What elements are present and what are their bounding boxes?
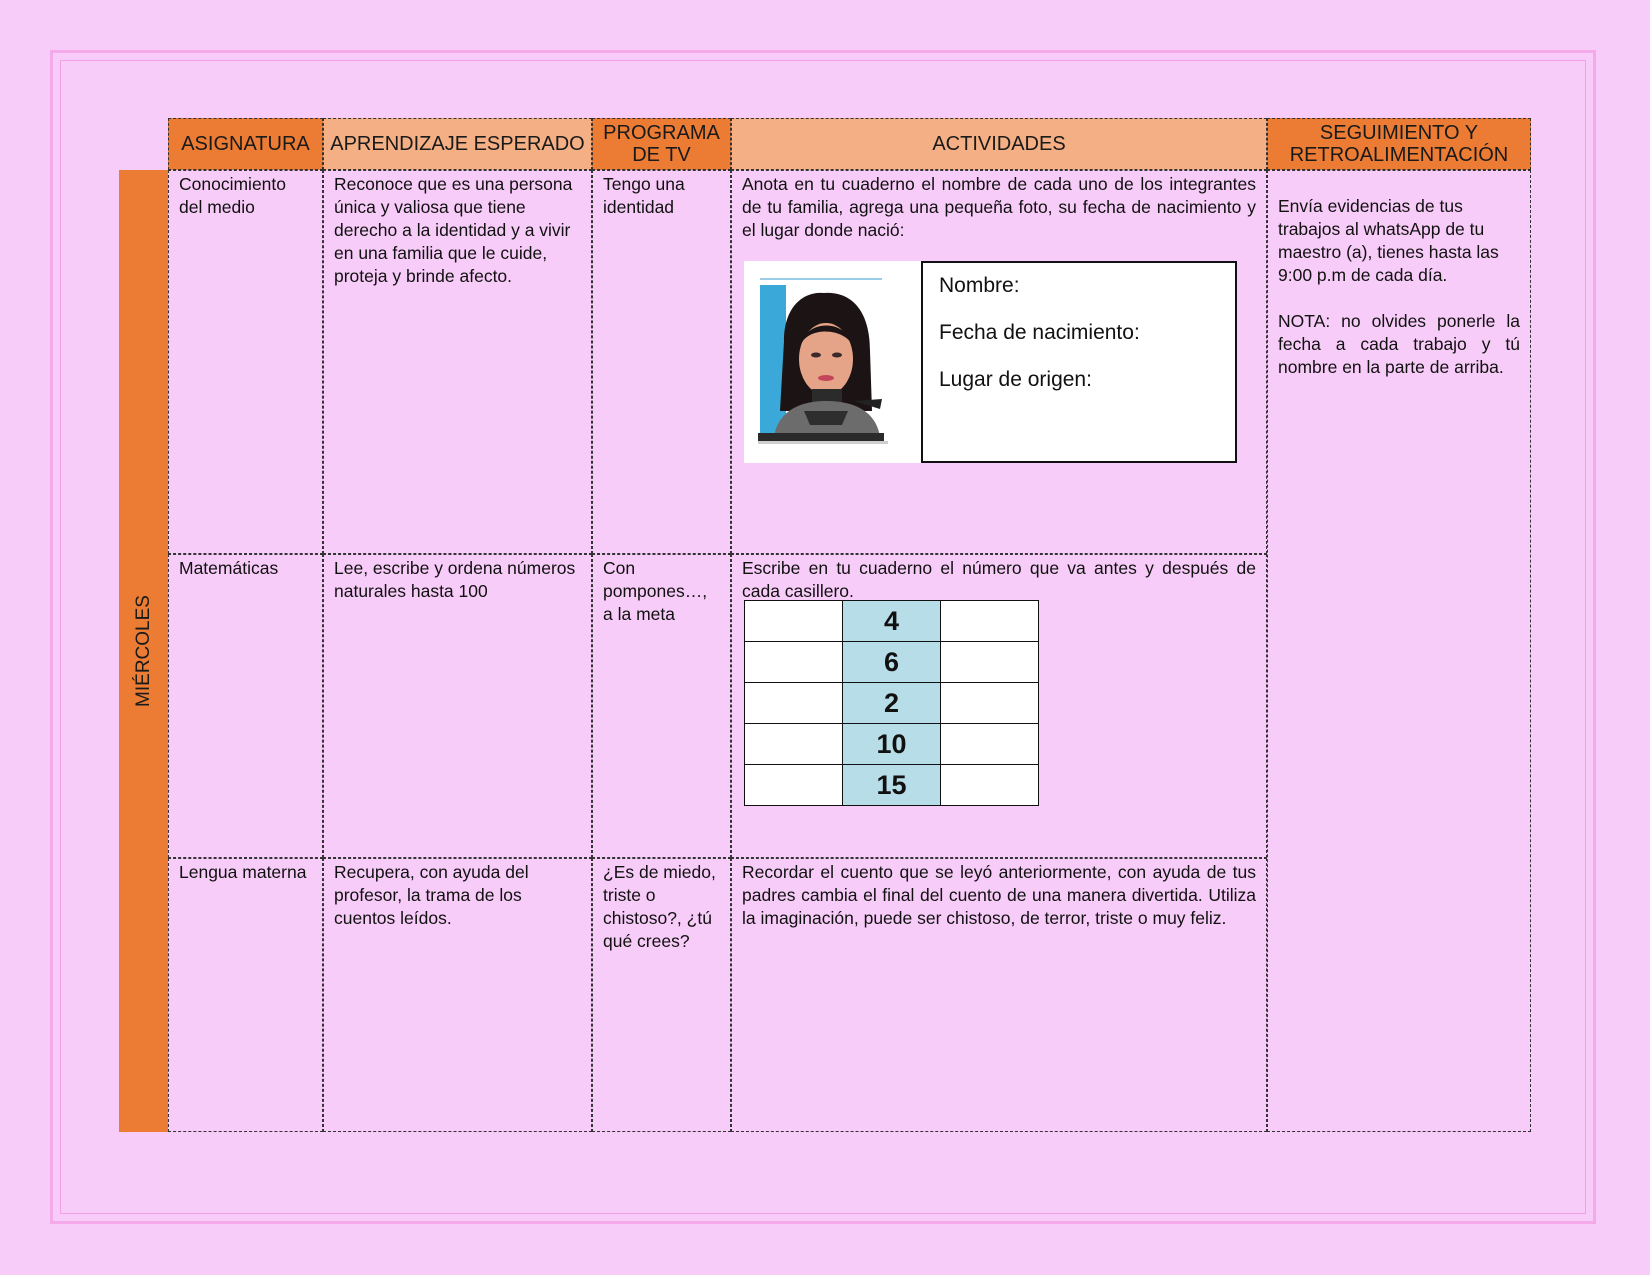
before-blank <box>745 601 843 642</box>
header-programa: PROGRAMA DE TV <box>592 118 731 170</box>
row3-programa: ¿Es de miedo, triste o chistoso?, ¿tú qué crees? <box>592 858 731 1132</box>
row1-actividad: Anota en tu cuaderno el nombre de cada uno de los integrantes de tu familia, agrega una pequeña foto, su fecha de nacimiento y el lugar donde nació: <box>731 170 1267 554</box>
after-blank <box>941 601 1039 642</box>
number-cell: 10 <box>843 724 941 765</box>
number-row <box>745 683 1039 724</box>
row2-aprendizaje: Lee, escribe y ordena números naturales hasta 100 <box>323 554 592 858</box>
row2-actividad: Escribe en tu cuaderno el número que va antes y después de cada casillero. <box>731 554 1267 858</box>
before-blank <box>745 724 843 765</box>
row2-programa: Con pompones…, a la meta <box>592 554 731 858</box>
seguimiento-cell <box>1267 170 1531 1132</box>
portrait-illustration <box>744 261 922 463</box>
number-row <box>745 765 1039 806</box>
number-cell: 2 <box>843 683 941 724</box>
seguimiento-note: NOTA: no olvides ponerle la fecha a cada trabajo y tú nombre en la parte de arriba. <box>1278 311 1520 377</box>
day-label: MIÉRCOLES <box>132 595 154 707</box>
id-card-nombre: Nombre: <box>939 274 1020 297</box>
seguimiento-paragraph-1: Envía evidencias de tus trabajos al whatsApp de tu maestro (a), tienes hasta las 9:00 p.m de cada día. <box>1278 196 1499 285</box>
after-blank <box>941 765 1039 806</box>
number-row <box>745 601 1039 642</box>
after-blank <box>941 683 1039 724</box>
header-seguimiento: SEGUIMIENTO Y RETROALIMENTACIÓN <box>1267 118 1531 170</box>
before-blank <box>745 642 843 683</box>
row2-asignatura: Matemáticas <box>168 554 323 858</box>
number-row <box>745 642 1039 683</box>
number-sequence-table <box>744 600 1039 806</box>
number-cell: 15 <box>843 765 941 806</box>
before-blank <box>745 765 843 806</box>
header-actividades: ACTIVIDADES <box>731 118 1267 170</box>
row3-actividad: Recordar el cuento que se leyó anteriormente, con ayuda de tus padres cambia el final del cuento de una manera divertida. Utiliza la imaginación, puede ser chistoso, de terror, triste o muy feliz. <box>731 858 1267 1132</box>
row3-aprendizaje: Recupera, con ayuda del profesor, la trama de los cuentos leídos. <box>323 858 592 1132</box>
row1-asignatura: Conocimiento del medio <box>168 170 323 554</box>
header-aprendizaje: APRENDIZAJE ESPERADO <box>323 118 592 170</box>
id-card-fecha: Fecha de nacimiento: <box>939 321 1140 344</box>
day-column <box>119 170 168 1132</box>
after-blank <box>941 642 1039 683</box>
row1-aprendizaje: Reconoce que es una persona única y valiosa que tiene derecho a la identidad y a vivir en una familia que le cuide, proteja y brinde afecto. <box>323 170 592 554</box>
before-blank <box>745 683 843 724</box>
header-asignatura: ASIGNATURA <box>168 118 323 170</box>
number-cell: 6 <box>843 642 941 683</box>
after-blank <box>941 724 1039 765</box>
portrait-photo <box>744 261 922 463</box>
id-card-lugar: Lugar de origen: <box>939 368 1092 391</box>
row1-programa: Tengo una identidad <box>592 170 731 554</box>
id-card <box>921 261 1237 463</box>
number-row <box>745 724 1039 765</box>
number-cell: 4 <box>843 601 941 642</box>
row3-asignatura: Lengua materna <box>168 858 323 1132</box>
